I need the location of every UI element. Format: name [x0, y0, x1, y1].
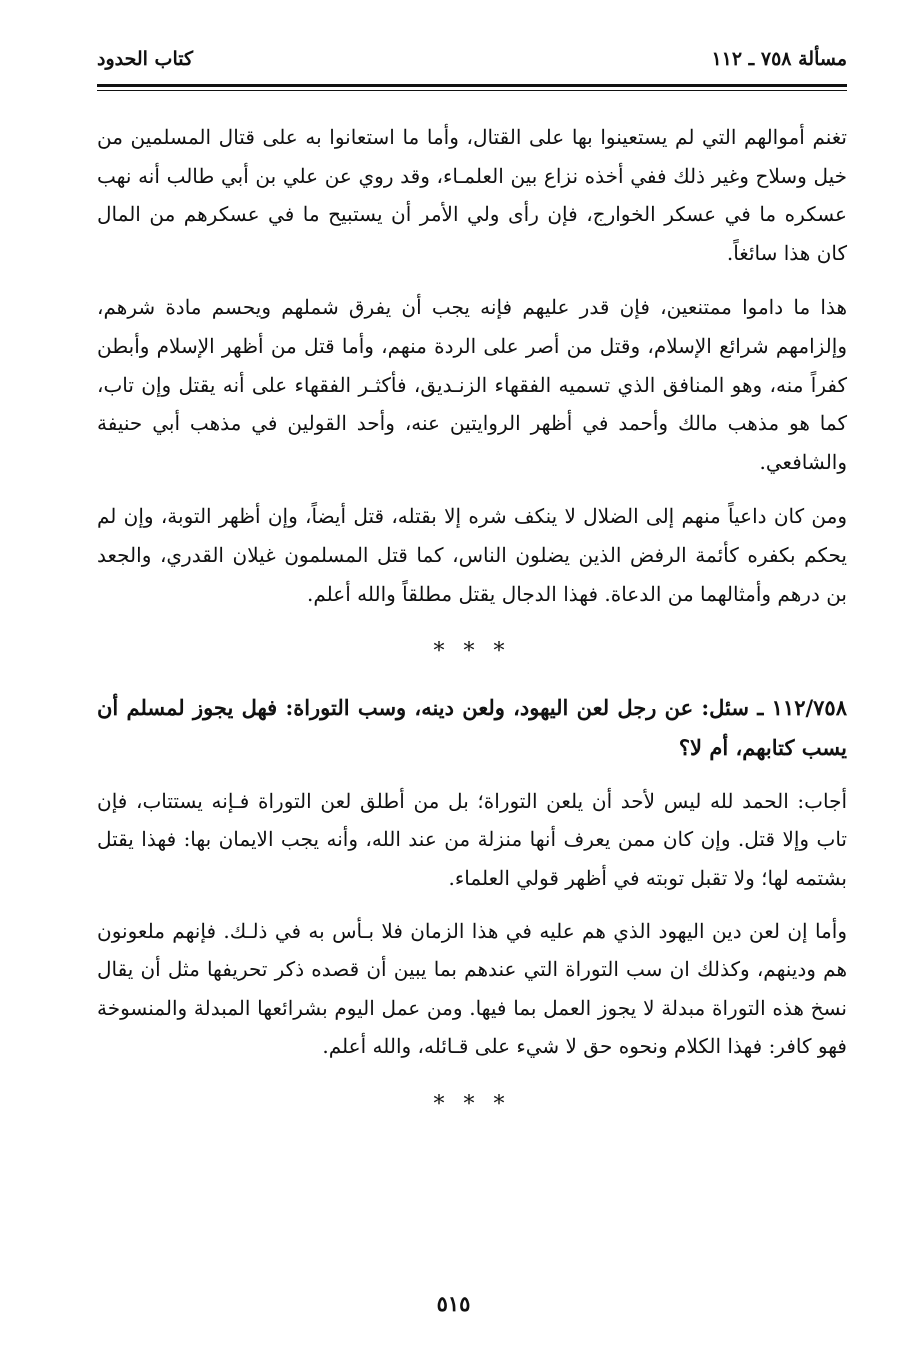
paragraph-callers: ومن كان داعياً منهم إلى الضلال لا ينكف شره إلا بقتله، قتل أيضاً، وإن أظهر التوبة، وإن لم يحكم بكفره كأئمة الرفض الذين يضلون الناس، كما قتل المسلمون غيلان القدري، والجعد بن درهم وأمثالهما من الدعاة. فهذا الدجال يقتل مطلقاً والله أعلم. [97, 504, 847, 606]
paragraph-resisters: هذا ما داموا ممتنعين، فإن قدر عليهم فإنه يجب أن يفرق شملهم ويحسم مادة شرهم، وإلزامهم شرائع الإسلام، وقتل من أصر على الردة منهم، وأما قتل من أظهر الإسلام وأبطن كفراً منه، وهو المنافق الذي تسميه الفقهاء الزنـديق، فأكثـر الفقهاء على أنه يقتل وإن تاب، كما هو مذهب مالك وأحمد في أظهر الروايتين عنه، وأحد القولين في مذهب أبي حنيفة والشافعي. [97, 295, 847, 474]
header-rule-thick [97, 84, 847, 87]
running-header [97, 46, 847, 80]
question-heading: ١١٢/٧٥٨ ـ سئل: عن رجل لعن اليهود، ولعن دينه، وسب التوراة: فهل يجوز لمسلم أن يسب كتابهم، أم لا؟ [97, 694, 847, 760]
page-number: ٥١٥ [436, 1291, 471, 1316]
paragraph-answer: أجاب: الحمد لله ليس لأحد أن يلعن التوراة؛ بل من أطلق لعن التوراة فـإنه يستتاب، فإن تاب وإلا قتل. وإن كان ممن يعرف أنها منزلة من عند الله، وأنه يجب الايمان بها: فهذا يقتل بشتمه لها؛ ولا تقبل توبته في أظهر قولي العلماء. [97, 788, 847, 890]
issue-number-title: مسألة ٧٥٨ ـ ١١٢ [711, 48, 847, 70]
paragraph-booty: تغنم أموالهم التي لم يستعينوا بها على القتال، وأما ما استعانوا به على قتال المسلمين من خيل وسلاح وغير ذلك ففي أخذه نزاع بين العلمـاء، وقد روي عن علي بن أبي طالب أنه نهب عسكره ما في عسكر الخوارج، فإن رأى ولي الأمر أن يستبيح ما في عسكرهم من المال كان هذا سائغاً. [97, 125, 847, 265]
page-body [97, 118, 847, 1140]
paragraph-cursing-religion: وأما إن لعن دين اليهود الذي هم عليه في هذا الزمان فلا بـأس به في ذلـك. فإنهم ملعونون هم ودينهم، وكذلك ان سب التوراة التي عندهم بما يبين أن قصده ذكر تحريفها مثل أن يقال نسخ هذه التوراة مبدلة لا يجوز العمل بما فيها. ومن عمل اليوم بشرائعها المبدلة والمنسوخة فهو كافر: فهذا الكلام ونحوه حق لا شيء على قـائله، والله أعلم. [97, 918, 847, 1059]
section-separator-end: * * * [433, 1091, 511, 1117]
section-separator: * * * [433, 639, 511, 665]
book-chapter-title: كتاب الحدود [97, 48, 194, 70]
header-rule-thin [97, 90, 847, 91]
